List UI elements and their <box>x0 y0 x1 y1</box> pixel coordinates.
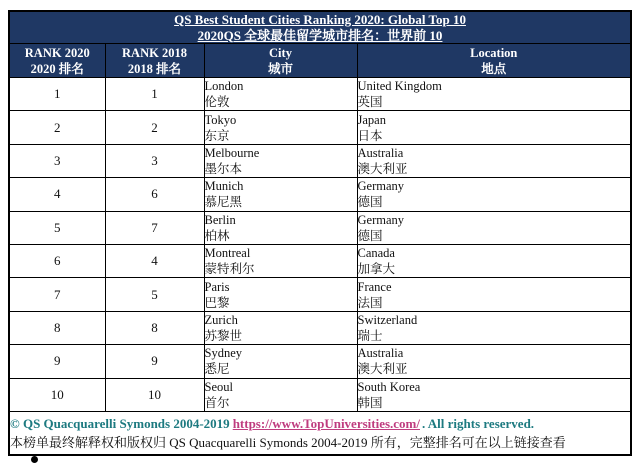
copyright-note-cn: 本榜单最终解释权和版权归 QS Quacquarelli Symonds 2004-2019 所有，完整排名可在以上链接查看 <box>10 434 566 450</box>
location-en: United Kingdom <box>357 79 442 94</box>
rank-2020-cell: 7 <box>9 278 105 311</box>
city-en: Berlin <box>204 212 236 227</box>
location-en: Germany <box>357 179 405 194</box>
column-header-rank-2018-cn: 2018 排名 <box>127 61 182 76</box>
location-en: Australia <box>357 145 404 160</box>
location-cn: 加拿大 <box>357 262 396 277</box>
location-cell <box>357 144 631 177</box>
ranking-table <box>8 10 632 456</box>
rank-2020-cell: 2 <box>9 111 105 144</box>
location-cell <box>357 378 631 411</box>
table-title <box>9 11 631 44</box>
location-cell <box>357 278 631 311</box>
city-en: Seoul <box>204 379 233 394</box>
title-row <box>9 11 631 44</box>
location-cell <box>357 244 631 277</box>
location-cn: 德国 <box>357 228 383 243</box>
copyright-line <box>10 414 630 433</box>
city-cell <box>204 211 357 244</box>
location-cn: 日本 <box>357 128 383 143</box>
column-header-rank-2020-cn: 2020 排名 <box>30 61 84 76</box>
rank-2018-cell: 3 <box>105 144 204 177</box>
table-row <box>9 78 631 111</box>
city-cell <box>204 78 357 111</box>
city-cn: 慕尼黑 <box>204 195 243 210</box>
location-en: Germany <box>357 212 405 227</box>
city-en: Montreal <box>204 246 251 261</box>
column-header-rank-2018-en: RANK 2018 <box>122 45 187 60</box>
column-header-location <box>357 44 631 78</box>
location-en: Canada <box>357 246 395 261</box>
table-row <box>9 178 631 211</box>
rank-2018-cell: 9 <box>105 345 204 378</box>
location-en: Australia <box>357 346 404 361</box>
table-row <box>9 278 631 311</box>
city-cell <box>204 178 357 211</box>
city-en: Paris <box>204 279 230 294</box>
table-row <box>9 378 631 411</box>
rank-2018-cell: 1 <box>105 78 204 111</box>
location-cell <box>357 78 631 111</box>
rank-2020-cell: 4 <box>9 178 105 211</box>
city-cn: 巴黎 <box>204 295 230 310</box>
rank-2020-cell: 8 <box>9 311 105 344</box>
city-cell <box>204 345 357 378</box>
city-cell <box>204 311 357 344</box>
location-cn: 瑞士 <box>357 328 383 343</box>
city-cn: 东京 <box>204 128 230 143</box>
city-cn: 悉尼 <box>204 362 230 377</box>
city-en: London <box>204 79 244 94</box>
city-cn: 蒙特利尔 <box>204 262 255 277</box>
location-cell <box>357 211 631 244</box>
rank-2020-cell: 6 <box>9 244 105 277</box>
location-en: Japan <box>357 112 386 127</box>
location-cn: 法国 <box>357 295 383 310</box>
rank-2018-cell: 8 <box>105 311 204 344</box>
column-header-row <box>9 44 631 78</box>
location-cell <box>357 178 631 211</box>
column-header-location-cn: 地点 <box>481 61 507 76</box>
table-row <box>9 244 631 277</box>
column-header-rank-2018 <box>105 44 204 78</box>
rank-2018-cell: 7 <box>105 211 204 244</box>
rank-2020-cell: 5 <box>9 211 105 244</box>
location-cn: 德国 <box>357 195 383 210</box>
city-cell <box>204 278 357 311</box>
rank-2018-cell: 2 <box>105 111 204 144</box>
location-cn: 英国 <box>357 95 383 110</box>
table-title-en: QS Best Student Cities Ranking 2020: Global Top 10 <box>174 12 466 27</box>
location-cn: 澳大利亚 <box>357 362 408 377</box>
city-cell <box>204 111 357 144</box>
city-cn: 苏黎世 <box>204 328 243 343</box>
city-cn: 墨尔本 <box>204 161 243 176</box>
footer-row <box>9 411 631 455</box>
city-en: Melbourne <box>204 145 260 160</box>
location-cn: 澳大利亚 <box>357 161 408 176</box>
rank-2018-cell: 6 <box>105 178 204 211</box>
table-body <box>9 78 631 412</box>
city-cell <box>204 144 357 177</box>
table-row <box>9 345 631 378</box>
column-header-location-en: Location <box>470 45 518 60</box>
rank-2020-cell: 1 <box>9 78 105 111</box>
table-row <box>9 144 631 177</box>
table-title-cn: 2020QS 全球最佳留学城市排名：世界前 10 <box>197 27 443 43</box>
rights-reserved-text: . All rights reserved. <box>422 415 535 431</box>
location-cell <box>357 311 631 344</box>
location-en: South Korea <box>357 379 421 394</box>
rank-2020-cell: 9 <box>9 345 105 378</box>
rank-2020-cell: 3 <box>9 144 105 177</box>
rank-2020-cell: 10 <box>9 378 105 411</box>
bullet-dot <box>31 456 38 463</box>
location-en: Switzerland <box>357 312 418 327</box>
rank-2018-cell: 10 <box>105 378 204 411</box>
column-header-city-en: City <box>269 45 292 60</box>
rank-2018-cell: 5 <box>105 278 204 311</box>
city-cell <box>204 378 357 411</box>
table-row <box>9 111 631 144</box>
location-cell <box>357 345 631 378</box>
table-row <box>9 211 631 244</box>
copyright-footer <box>9 411 631 455</box>
location-cn: 韩国 <box>357 395 383 410</box>
location-cell <box>357 111 631 144</box>
top-universities-link[interactable]: https://www.TopUniversities.com/ <box>232 415 420 431</box>
column-header-rank-2020-en: RANK 2020 <box>24 45 90 60</box>
city-en: Munich <box>204 179 244 194</box>
column-header-rank-2020 <box>9 44 105 78</box>
city-cn: 柏林 <box>204 228 230 243</box>
copyright-text: © QS Quacquarelli Symonds 2004-2019 <box>10 415 230 431</box>
column-header-city-cn: 城市 <box>267 61 293 76</box>
location-en: France <box>357 279 392 294</box>
table-row <box>9 311 631 344</box>
city-en: Sydney <box>204 346 242 361</box>
city-en: Zurich <box>204 312 238 327</box>
city-cell <box>204 244 357 277</box>
city-cn: 首尔 <box>204 395 230 410</box>
column-header-city <box>204 44 357 78</box>
city-en: Tokyo <box>204 112 237 127</box>
city-cn: 伦敦 <box>204 95 230 110</box>
rank-2018-cell: 4 <box>105 244 204 277</box>
